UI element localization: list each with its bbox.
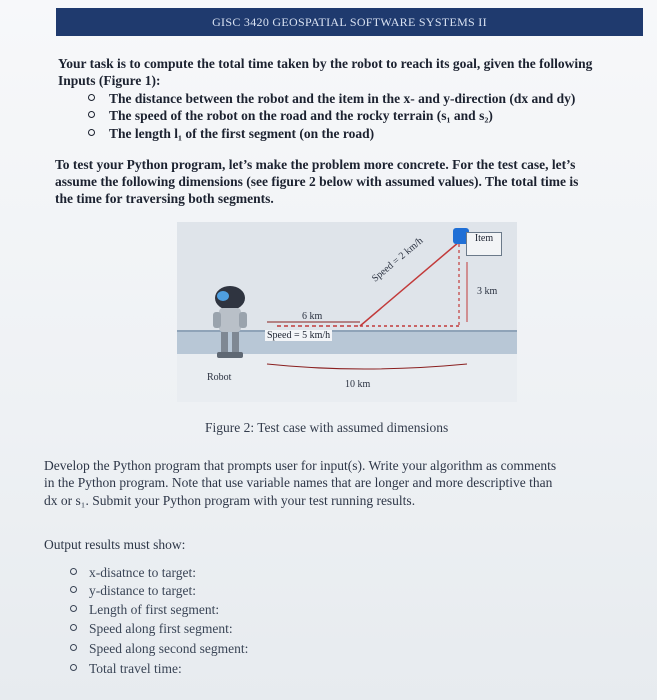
output-item-text: x-disatnce to target: <box>89 565 196 580</box>
dy-label: 3 km <box>477 286 498 297</box>
item-label: Item <box>474 233 494 244</box>
output-item-text: y-distance to target: <box>89 583 196 598</box>
output-item <box>70 602 219 618</box>
road-length-label: 6 km <box>302 311 323 322</box>
bullet-circle-icon <box>70 605 77 612</box>
output-item <box>70 621 233 637</box>
figure-caption: Figure 2: Test case with assumed dimensions <box>205 420 449 435</box>
intro-line-2: Inputs (Figure 1): <box>58 73 161 88</box>
output-item-text: Total travel time: <box>89 661 182 676</box>
test-para-line-3: the time for traversing both segments. <box>55 191 274 206</box>
bullet-circle-icon <box>70 568 77 575</box>
intro-line-1: Your task is to compute the total time taken by the robot to reach its goal, given the following <box>58 56 593 71</box>
output-item-text: Speed along first segment: <box>89 621 233 636</box>
bullet-circle-icon <box>70 624 77 631</box>
course-title: GISC 3420 GEOSPATIAL SOFTWARE SYSTEMS II <box>212 14 487 29</box>
course-header <box>56 8 643 36</box>
develop-line-2: in the Python program. Note that use variable names that are longer and more descriptive than <box>44 475 553 490</box>
output-item <box>70 641 248 657</box>
output-item-text: Length of first segment: <box>89 602 220 617</box>
output-item <box>70 583 196 599</box>
output-item <box>70 661 182 677</box>
intro-bullet-3 <box>88 126 374 142</box>
bullet-circle-icon <box>70 586 77 593</box>
output-title: Output results must show: <box>44 537 186 552</box>
output-item-text: Speed along second segment: <box>89 641 249 656</box>
intro-bullet-1 <box>88 91 575 107</box>
robot-label: Robot <box>207 372 232 383</box>
develop-line-3: dx or s₁. Submit your Python program with your test running results. <box>44 493 416 508</box>
test-para-line-1: To test your Python program, let’s make the problem more concrete. For the test case, let’s <box>55 157 576 172</box>
road-speed-label: Speed = 5 km/h <box>267 330 331 341</box>
develop-line-1: Develop the Python program that prompts user for input(s). Write your algorithm as comments <box>44 458 557 473</box>
robot-icon <box>207 282 253 362</box>
slope-speed-label: Speed = 2 km/h <box>370 235 426 285</box>
test-para-line-2: assume the following dimensions (see figure 2 below with assumed values). The total time is <box>55 174 579 189</box>
bullet-circle-icon <box>70 664 77 671</box>
bullet-circle-icon <box>88 111 95 118</box>
output-item <box>70 565 196 581</box>
intro-bullet-text: The length l₁ of the first segment (on the road) <box>109 126 375 141</box>
intro-bullet-text: The speed of the robot on the road and the rocky terrain (s₁ and s₂) <box>109 108 493 123</box>
intro-bullet-text: The distance between the robot and the item in the x- and y-direction (dx and dy) <box>109 91 576 106</box>
total-length-label: 10 km <box>345 379 371 390</box>
ten-km-bracket <box>267 364 467 369</box>
test-case-figure <box>177 222 517 402</box>
bullet-circle-icon <box>70 644 77 651</box>
intro-bullet-2 <box>88 108 493 124</box>
bullet-circle-icon <box>88 129 95 136</box>
bullet-circle-icon <box>88 94 95 101</box>
item-label-box <box>466 232 502 256</box>
